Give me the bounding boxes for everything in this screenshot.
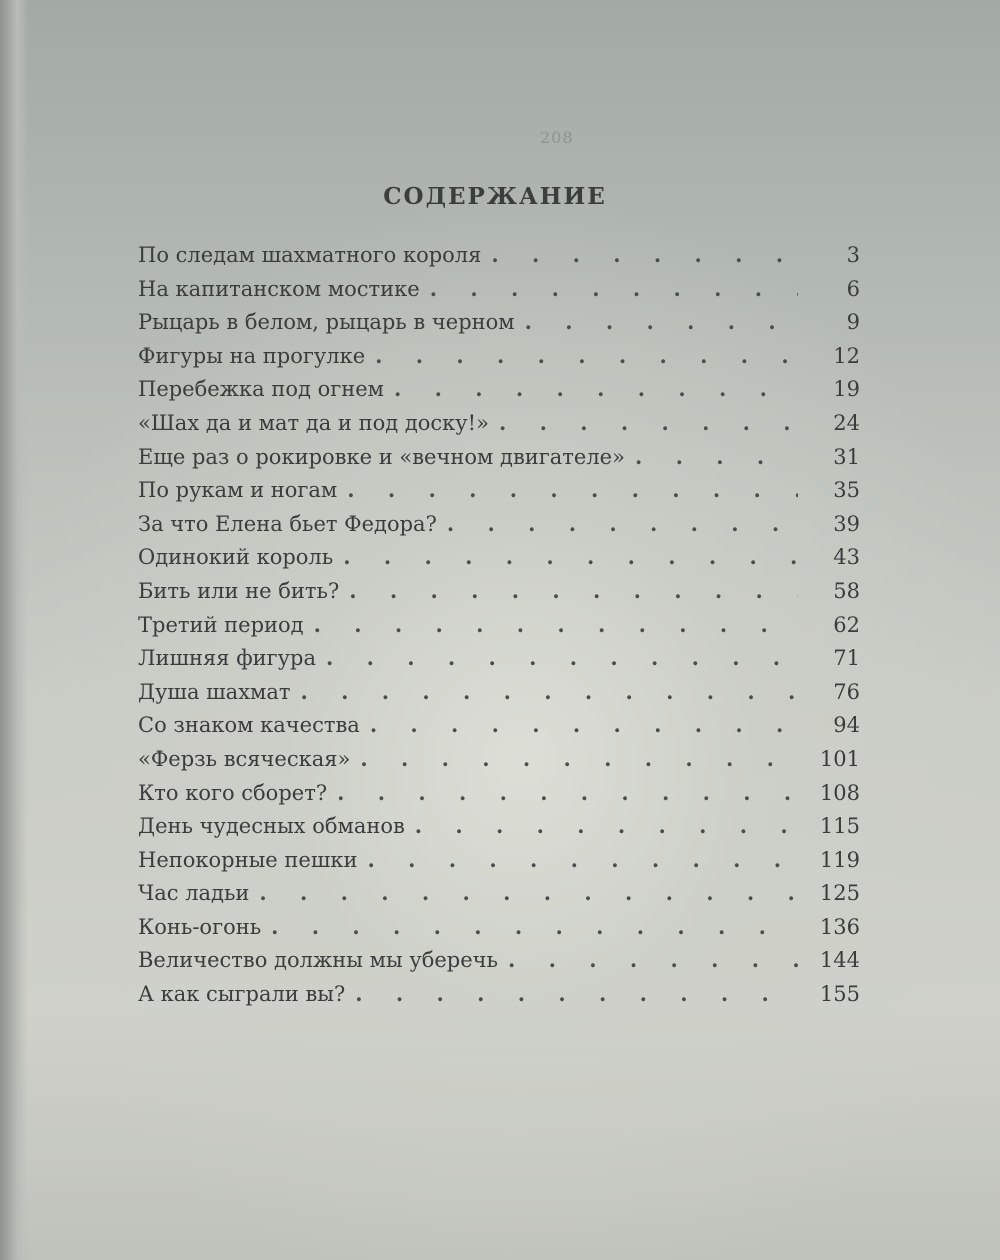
toc-entry <box>138 309 860 343</box>
toc-entry-title: За что Елена бьет Федора? <box>138 511 437 536</box>
toc-entry-title: Со знаком качества <box>138 713 360 738</box>
toc-entry-title: «Ферзь всяческая» <box>138 746 351 771</box>
toc-entry <box>138 981 860 1015</box>
toc-entry <box>138 847 860 881</box>
contents-heading: СОДЕРЖАНИЕ <box>383 183 607 210</box>
toc-entry <box>138 276 860 310</box>
toc-entry-page: 24 <box>833 410 860 435</box>
toc-entry-page: 35 <box>833 478 860 503</box>
toc-entry <box>138 242 860 276</box>
dot-leader <box>347 477 798 502</box>
toc-entry-title: По рукам и ногам <box>138 478 338 503</box>
toc-entry <box>138 679 860 713</box>
toc-entry-title: Душа шахмат <box>138 679 291 704</box>
toc-entry-title: По следам шахматного короля <box>138 243 482 267</box>
toc-entry-title: Величество должны мы уберечь <box>138 948 498 973</box>
toc-entry-page: 31 <box>833 444 860 469</box>
dot-leader <box>326 645 798 670</box>
toc-entry-title: День чудесных обманов <box>138 814 405 839</box>
toc-entry <box>138 947 860 981</box>
toc-entry-title: Одинокий король <box>138 545 334 570</box>
toc-entry-page: 76 <box>833 679 860 704</box>
toc-entry-title: Рыцарь в белом, рыцарь в черном <box>138 310 515 335</box>
toc-entry <box>138 746 860 780</box>
toc-entry <box>138 444 860 478</box>
dot-leader <box>259 880 798 905</box>
toc-entry-page: 136 <box>819 914 860 939</box>
dot-leader <box>301 679 798 704</box>
toc-entry-page: 71 <box>833 646 860 671</box>
toc-entry-title: Конь-огонь <box>138 914 262 939</box>
toc-entry-title: Час ладьи <box>138 881 250 906</box>
toc-entry <box>138 612 860 646</box>
dot-leader <box>491 242 798 267</box>
dot-leader <box>508 947 798 972</box>
toc-entry-page: 3 <box>846 243 860 267</box>
toc-entry-page: 9 <box>846 310 860 335</box>
toc-entry-page: 94 <box>833 713 860 738</box>
toc-entry-title: Фигуры на прогулке <box>138 343 366 368</box>
toc-entry-page: 115 <box>819 814 860 839</box>
dot-leader <box>337 780 798 805</box>
dot-leader <box>367 847 798 872</box>
toc-entry-page: 62 <box>833 612 860 637</box>
dot-leader <box>370 712 798 737</box>
dot-leader <box>343 544 798 569</box>
bleed-through-page-number: 208 <box>540 128 574 147</box>
dot-leader <box>635 444 798 469</box>
toc-entry <box>138 343 860 377</box>
dot-leader <box>355 981 798 1006</box>
toc-entry-title: На капитанском мостике <box>138 276 420 301</box>
toc-entry-title: Бить или не бить? <box>138 578 340 603</box>
toc-entry-page: 101 <box>819 746 860 771</box>
toc-entry <box>138 813 860 847</box>
toc-entry-title: Еще раз о рокировке и «вечном двигателе» <box>138 444 625 469</box>
toc-entry <box>138 578 860 612</box>
toc-entry-page: 119 <box>819 847 860 872</box>
toc-entry-title: «Шах да и мат да и под доску!» <box>138 410 489 435</box>
dot-leader <box>394 376 798 401</box>
toc-entry <box>138 645 860 679</box>
dot-leader <box>415 813 798 838</box>
toc-entry-page: 58 <box>833 578 860 603</box>
toc-entry <box>138 511 860 545</box>
toc-entry-page: 39 <box>833 511 860 536</box>
toc-entry <box>138 780 860 814</box>
toc-entry-page: 19 <box>833 377 860 402</box>
toc-entry <box>138 410 860 444</box>
dot-leader <box>314 612 798 637</box>
toc-entry-title: Кто кого сборет? <box>138 780 328 805</box>
toc-entry-title: Перебежка под огнем <box>138 377 384 402</box>
toc-entry-page: 43 <box>833 545 860 570</box>
dot-leader <box>375 343 798 368</box>
table-of-contents <box>138 242 860 1015</box>
dot-leader <box>499 410 798 435</box>
toc-entry <box>138 376 860 410</box>
dot-leader <box>525 309 798 334</box>
toc-entry-title: А как сыграли вы? <box>138 982 346 1007</box>
dot-leader <box>271 914 798 939</box>
toc-entry-page: 12 <box>833 343 860 368</box>
toc-entry-page: 6 <box>846 276 860 301</box>
toc-entry <box>138 712 860 746</box>
toc-entry-page: 125 <box>819 881 860 906</box>
toc-entry-page: 144 <box>819 948 860 973</box>
toc-entry <box>138 880 860 914</box>
toc-entry <box>138 914 860 948</box>
toc-entry <box>138 544 860 578</box>
dot-leader <box>447 511 798 536</box>
toc-entry-title: Третий период <box>138 612 304 637</box>
toc-entry-page: 155 <box>819 982 860 1007</box>
toc-entry <box>138 477 860 511</box>
dot-leader <box>430 276 798 301</box>
dot-leader <box>349 578 798 603</box>
toc-entry-title: Лишняя фигура <box>138 646 316 671</box>
toc-entry-page: 108 <box>819 780 860 805</box>
toc-entry-title: Непокорные пешки <box>138 847 358 872</box>
dot-leader <box>360 746 798 771</box>
